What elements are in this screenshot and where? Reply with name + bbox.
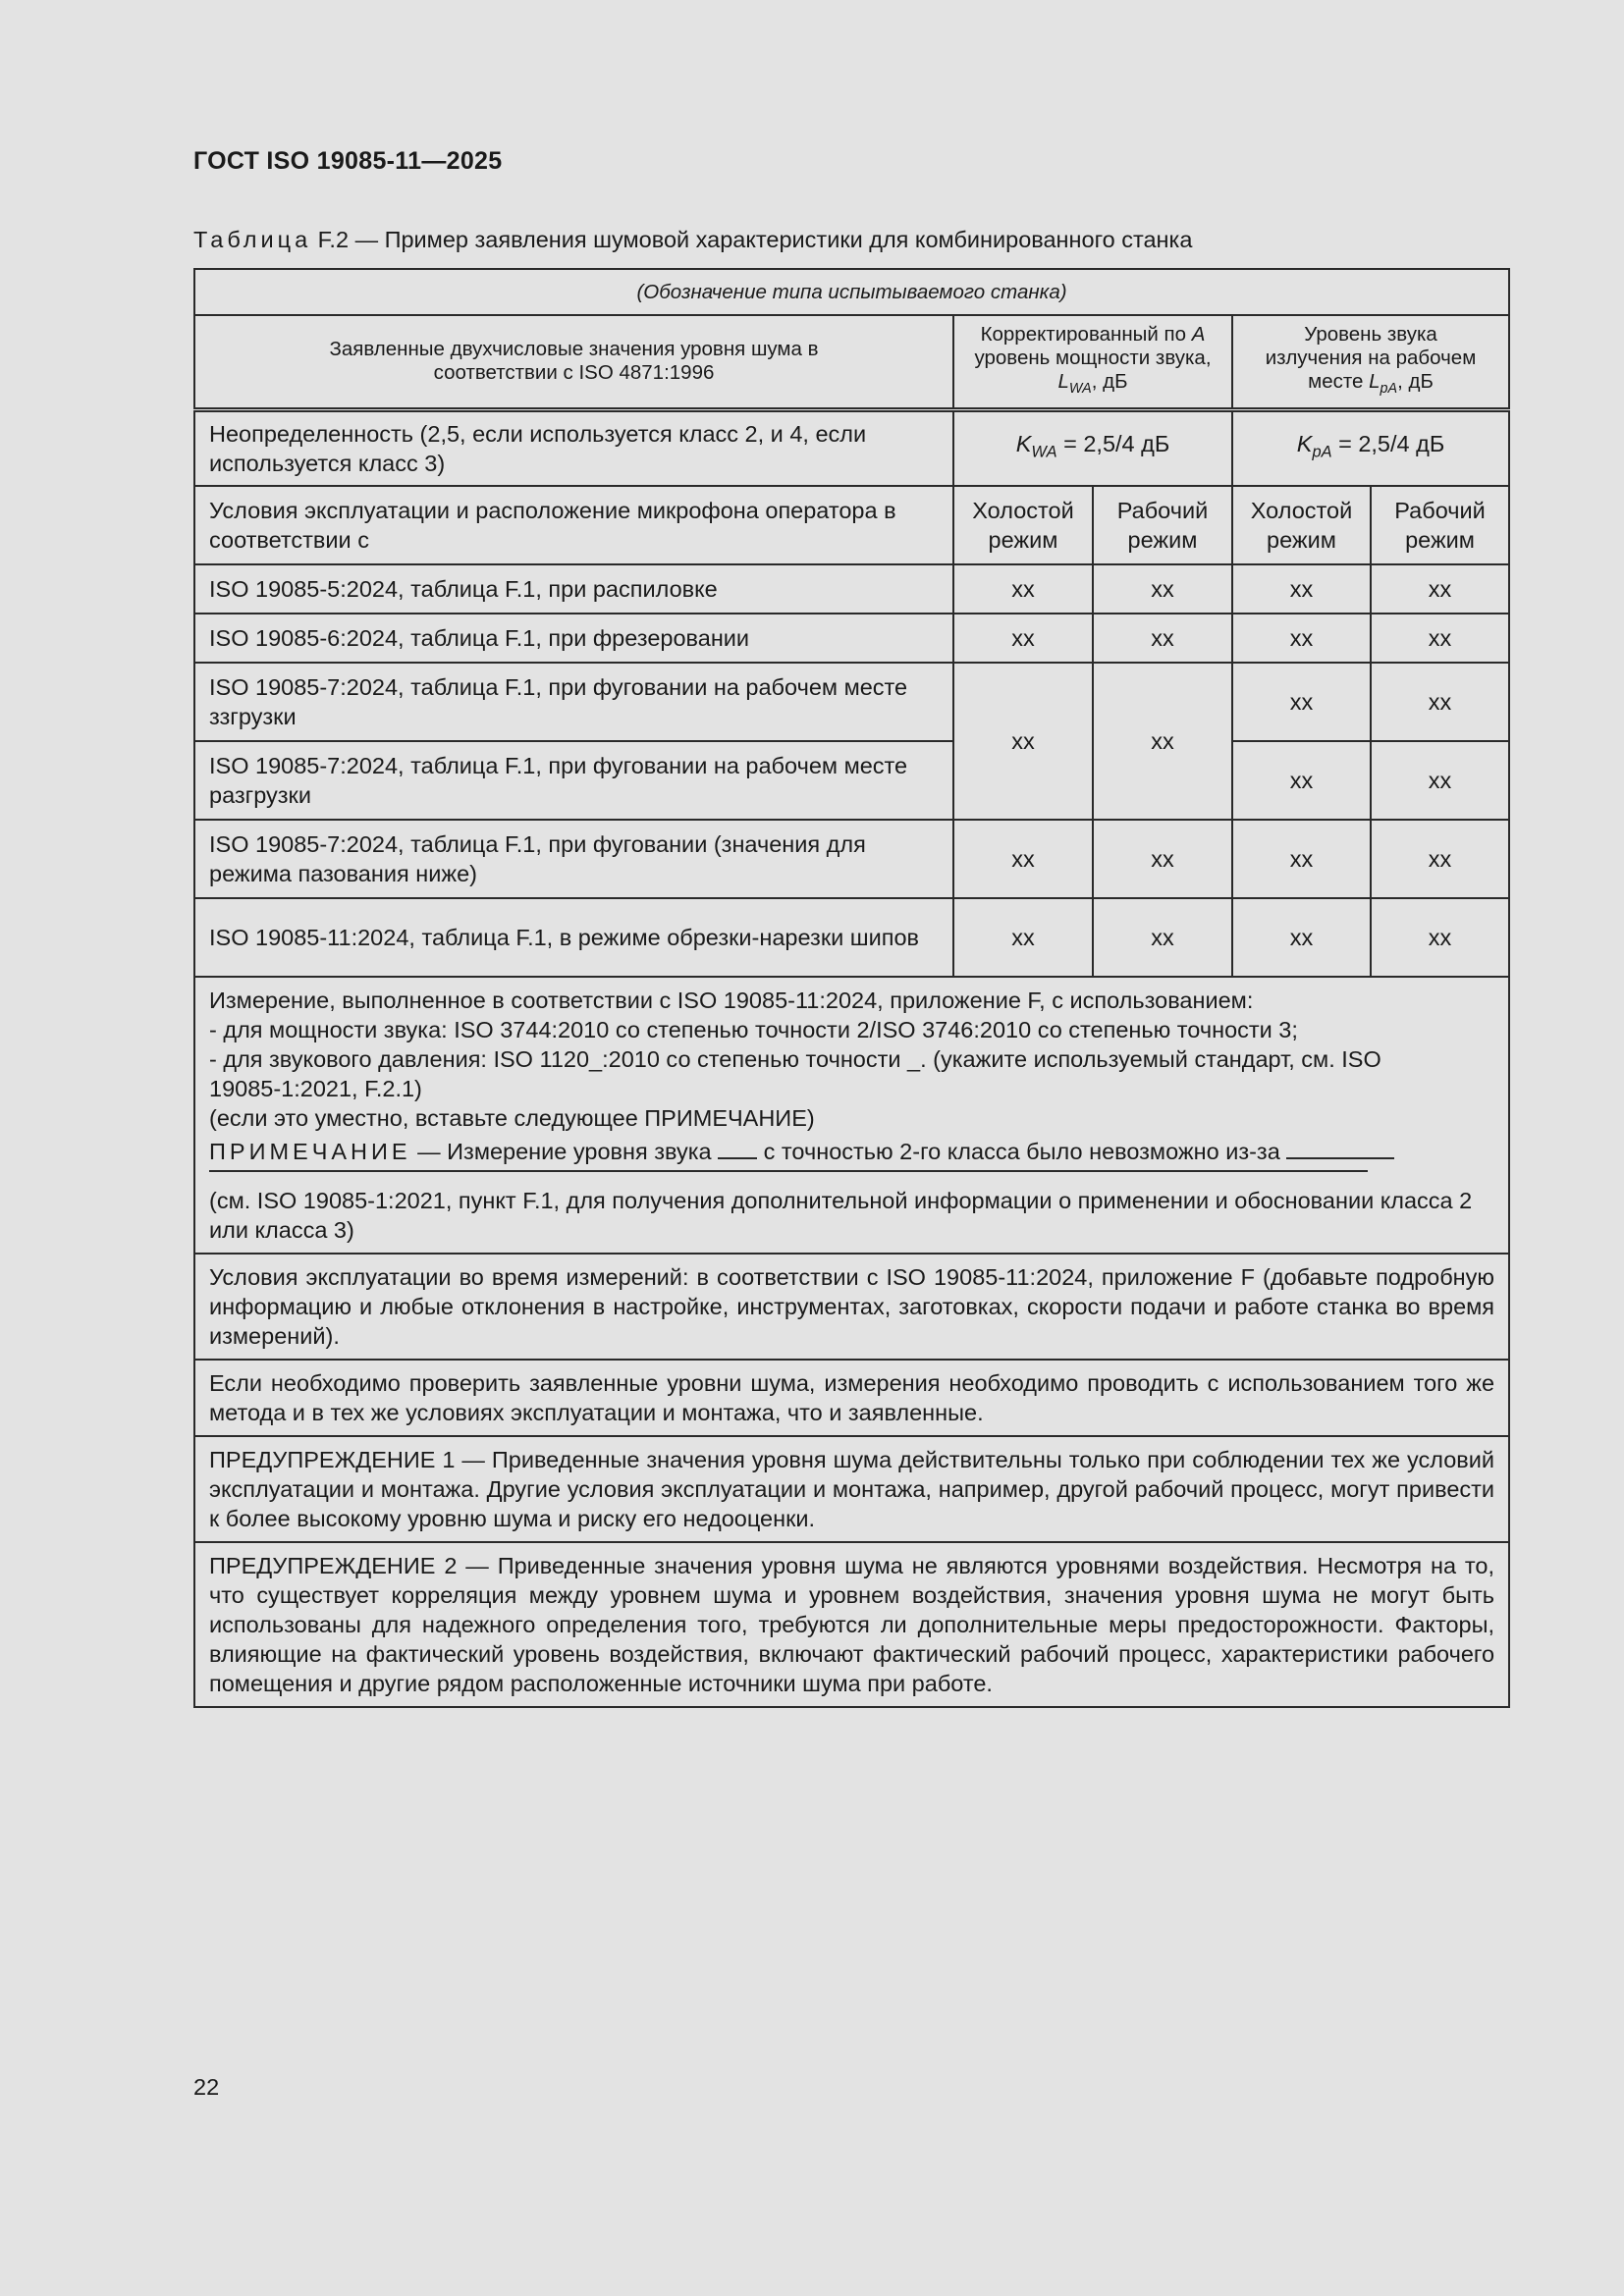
value-cell: xx [1371,898,1509,977]
value-cell: xx [1371,663,1509,741]
value-cell: xx [1232,898,1371,977]
note-text: с точностью 2-го класса было невозможно из-за [757,1139,1287,1164]
row-label: ISO 19085-5:2024, таблица F.1, при распиловке [194,564,953,614]
type-row [194,269,1509,315]
note-text: — Измерение уровня звука [410,1139,719,1164]
value-cell: xx [953,614,1093,663]
blank-field [718,1157,757,1159]
value-cell: xx [1232,741,1371,820]
header-declared-values: Заявленные двухчисловые значения уровня шума в соответствии с ISO 4871:1996 [194,315,953,409]
row-label: ISO 19085-11:2024, таблица F.1, в режиме обрезки-нарезки шипов [194,898,953,977]
table-wrapper [193,268,1508,1708]
value-cell: xx [1093,820,1232,898]
table-row [194,564,1509,614]
noise-declaration-table [193,268,1510,1708]
caption-text: F.2 — Пример заявления шумовой характеристики для комбинированного станка [311,227,1193,252]
value-cell: xx [1232,820,1371,898]
table-row [194,741,1509,820]
power-idle-header: Холостой режим [953,486,1093,564]
row-label: ISO 19085-7:2024, таблица F.1, при фуговании (значения для режима пазования ниже) [194,820,953,898]
measurement-line: (см. ISO 19085-1:2021, пункт F.1, для получения дополнительной информации о применении и обосновании класса 2 или класса 3) [209,1188,1473,1243]
verification-info: Если необходимо проверить заявленные уровни шума, измерения необходимо проводить с использованием того же метода и в тех же условиях эксплуатации и монтажа, что и заявленные. [194,1360,1509,1436]
value-cell: xx [1232,614,1371,663]
value-cell: xx [953,820,1093,898]
value-cell: xx [953,898,1093,977]
blank-line [209,1170,1368,1172]
pressure-work-header: Рабочий режим [1371,486,1509,564]
conditions-label: Условия эксплуатации и расположение микрофона оператора в соответствии с [194,486,953,564]
measurement-line: Измерение, выполненное в соответствии с ISO 19085-11:2024, приложение F, с использованием: [209,988,1254,1013]
value-cell: xx [1371,741,1509,820]
table-row [194,614,1509,663]
verify-row [194,1360,1509,1436]
machine-type-designation: (Обозначение типа испытываемого станка) [194,269,1509,315]
measurement-row [194,977,1509,1254]
uncertainty-row [194,409,1509,486]
uncertainty-pressure: $K_{pA} = 2,5/4$ дБ [1232,409,1509,486]
measurement-info [194,977,1509,1254]
uncertainty-label: Неопределенность (2,5, если используется класс 2, и 4, если используется класс 3) [194,409,953,486]
value-cell-merged: xx [1093,663,1232,820]
measurement-note [209,1137,1494,1166]
pressure-idle-header: Холостой режим [1232,486,1371,564]
value-cell: xx [1371,820,1509,898]
header-sound-pressure: Уровень звука излучения на рабочем месте $L_{pA}$, дБ [1232,315,1509,409]
blank-field [1286,1157,1394,1159]
row-label: ISO 19085-7:2024, таблица F.1, при фуговании на рабочем месте ззгрузки [194,663,953,741]
caption-prefix: Таблица [193,227,312,252]
value-cell: xx [1093,614,1232,663]
warning2-row [194,1542,1509,1707]
value-cell: xx [1232,564,1371,614]
conditions-row [194,486,1509,564]
operating-conditions: Условия эксплуатации во время измерений: в соответствии с ISO 19085-11:2024, приложение F (добавьте подробную информацию и любые отклонения в настройке, инструментах, заготовках, скорости подачи и работе станка во время измерений). [194,1254,1509,1360]
document-header: ГОСТ ISO 19085-11—2025 [193,147,503,175]
value-cell: xx [1371,564,1509,614]
note-label: ПРИМЕЧАНИЕ [209,1139,411,1164]
table-row [194,663,1509,741]
table-row [194,820,1509,898]
row-label: ISO 19085-6:2024, таблица F.1, при фрезеровании [194,614,953,663]
warning-1: ПРЕДУПРЕЖДЕНИЕ 1 — Приведенные значения уровня шума действительны только при соблюдении тех же условий эксплуатации и монтажа. Другие условия эксплуатации и монтажа, например, другой рабочий процесс, могут привести к более высокому уровню шума и риску его недооценки. [194,1436,1509,1542]
measurement-line: (если это уместно, вставьте следующее ПРИМЕЧАНИЕ) [209,1105,815,1131]
value-cell-merged: xx [953,663,1093,820]
header-row [194,315,1509,409]
page-number: 22 [193,2074,220,2100]
warning-2: ПРЕДУПРЕЖДЕНИЕ 2 — Приведенные значения уровня шума не являются уровнями воздействия. Несмотря на то, что существует корреляция между уровнем шума и уровнем воздействия, значения уровня шума не могут быть использованы для надежного определения того, требуются ли дополнительные меры предосторожности. Факторы, влияющие на фактический уровень воздействия, включают фактический рабочий процесс, характеристики рабочего помещения и другие рядом расположенные источники шума при работе. [194,1542,1509,1707]
value-cell: xx [1093,564,1232,614]
header-sound-power: Корректированный по A уровень мощности звука, $L_{WA}$, дБ [953,315,1232,409]
warning1-row [194,1436,1509,1542]
value-cell: xx [1093,898,1232,977]
measurement-line: - для мощности звука: ISO 3744:2010 со степенью точности 2/ISO 3746:2010 со степенью точности 3; [209,1017,1298,1042]
value-cell: xx [1371,614,1509,663]
power-work-header: Рабочий режим [1093,486,1232,564]
row-label: ISO 19085-7:2024, таблица F.1, при фуговании на рабочем месте разгрузки [194,741,953,820]
measurement-line: - для звукового давления: ISO 1120_:2010 со степенью точности _. (укажите используемый стандарт, см. ISO 19085-1:2021, F.2.1) [209,1046,1381,1101]
value-cell: xx [1232,663,1371,741]
table-caption [193,227,1192,253]
operating-row [194,1254,1509,1360]
value-cell: xx [953,564,1093,614]
uncertainty-power: $K_{WA} = 2,5/4$ дБ [953,409,1232,486]
table-row [194,898,1509,977]
